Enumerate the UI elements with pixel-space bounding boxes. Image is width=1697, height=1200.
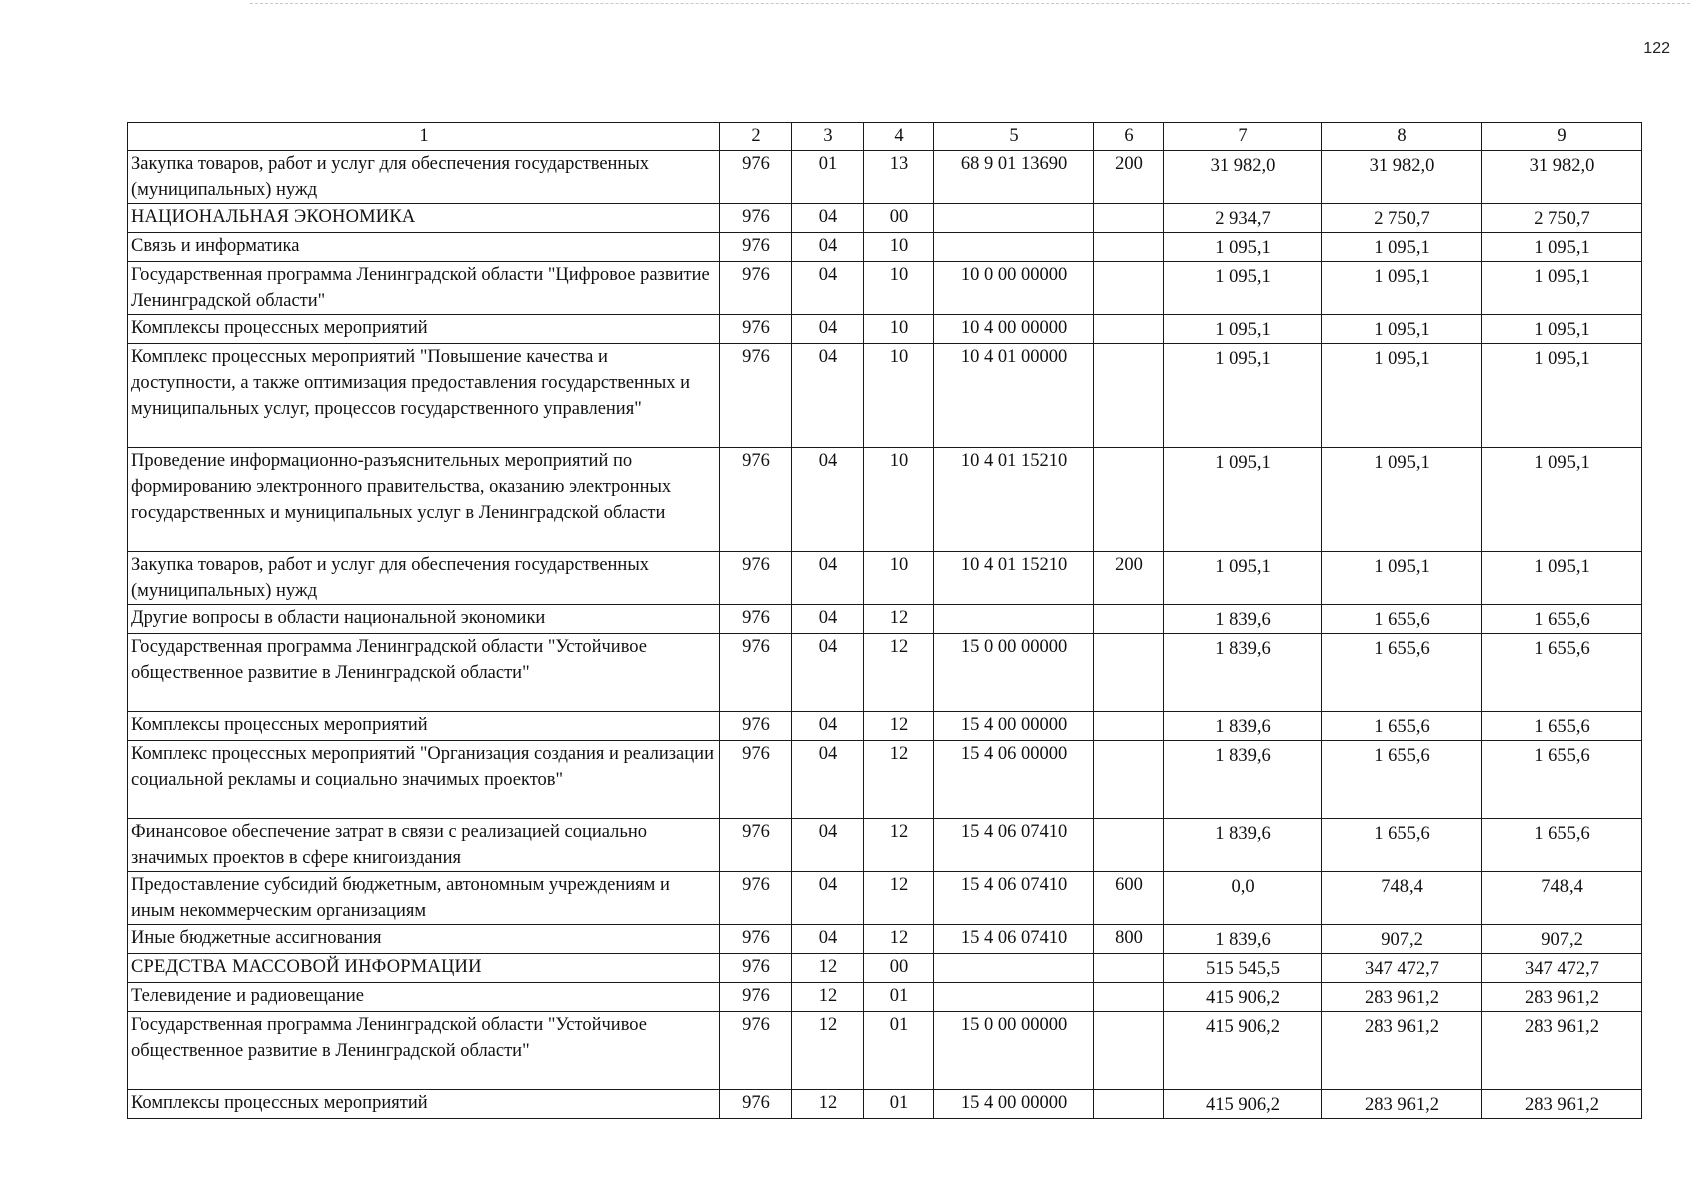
table-row [128, 925, 1642, 954]
cell-col8: 1 655,6 [1322, 741, 1482, 819]
cell-col5 [934, 204, 1094, 233]
cell-col9: 1 095,1 [1482, 233, 1642, 262]
cell-col9: 1 095,1 [1482, 448, 1642, 552]
column-header: 7 [1164, 123, 1322, 151]
row-name: Предоставление субсидий бюджетным, автономным учреждениям и иным некоммерческим организациям [128, 872, 720, 925]
row-name: Государственная программа Ленинградской области "Устойчивое общественное развитие в Ленинградской области" [128, 1012, 720, 1090]
cell-col4: 10 [864, 233, 934, 262]
cell-col6 [1094, 983, 1164, 1012]
cell-col5: 10 4 01 15210 [934, 448, 1094, 552]
cell-col4: 12 [864, 741, 934, 819]
cell-col7: 1 839,6 [1164, 605, 1322, 634]
cell-col5 [934, 605, 1094, 634]
cell-col7: 1 095,1 [1164, 552, 1322, 605]
cell-col8: 1 095,1 [1322, 315, 1482, 344]
cell-col7: 415 906,2 [1164, 1012, 1322, 1090]
cell-col6: 800 [1094, 925, 1164, 954]
row-name: Комплексы процессных мероприятий [128, 712, 720, 741]
cell-col8: 1 095,1 [1322, 233, 1482, 262]
cell-col6: 600 [1094, 872, 1164, 925]
cell-col5: 15 4 06 00000 [934, 741, 1094, 819]
column-header: 9 [1482, 123, 1642, 151]
cell-col4: 01 [864, 983, 934, 1012]
table-row [128, 344, 1642, 448]
row-name: Связь и информатика [128, 233, 720, 262]
cell-col8: 1 095,1 [1322, 552, 1482, 605]
row-name: Финансовое обеспечение затрат в связи с реализацией социально значимых проектов в сфере книгоиздания [128, 819, 720, 872]
cell-col2: 976 [720, 552, 792, 605]
cell-col7: 31 982,0 [1164, 151, 1322, 204]
cell-col3: 04 [792, 448, 864, 552]
table-row [128, 151, 1642, 204]
cell-col6 [1094, 448, 1164, 552]
cell-col3: 04 [792, 315, 864, 344]
cell-col9: 1 655,6 [1482, 712, 1642, 741]
cell-col4: 12 [864, 872, 934, 925]
cell-col6 [1094, 605, 1164, 634]
cell-col8: 1 095,1 [1322, 344, 1482, 448]
cell-col8: 2 750,7 [1322, 204, 1482, 233]
cell-col5 [934, 233, 1094, 262]
cell-col7: 0,0 [1164, 872, 1322, 925]
cell-col7: 1 095,1 [1164, 315, 1322, 344]
cell-col9: 283 961,2 [1482, 1012, 1642, 1090]
cell-col2: 976 [720, 872, 792, 925]
cell-col5: 15 4 06 07410 [934, 819, 1094, 872]
column-header: 4 [864, 123, 934, 151]
cell-col6 [1094, 741, 1164, 819]
row-name: Комплексы процессных мероприятий [128, 1090, 720, 1119]
row-name: Закупка товаров, работ и услуг для обеспечения государственных (муниципальных) нужд [128, 552, 720, 605]
cell-col3: 12 [792, 1090, 864, 1119]
cell-col7: 2 934,7 [1164, 204, 1322, 233]
row-name: Иные бюджетные ассигнования [128, 925, 720, 954]
row-name: Другие вопросы в области национальной экономики [128, 605, 720, 634]
table-row [128, 204, 1642, 233]
cell-col2: 976 [720, 634, 792, 712]
cell-col3: 04 [792, 872, 864, 925]
cell-col3: 04 [792, 741, 864, 819]
cell-col6 [1094, 233, 1164, 262]
table-row [128, 233, 1642, 262]
cell-col2: 976 [720, 1012, 792, 1090]
table-row [128, 448, 1642, 552]
cell-col5: 15 4 00 00000 [934, 712, 1094, 741]
cell-col2: 976 [720, 233, 792, 262]
cell-col4: 12 [864, 634, 934, 712]
cell-col4: 10 [864, 262, 934, 315]
cell-col8: 1 095,1 [1322, 448, 1482, 552]
cell-col4: 01 [864, 1012, 934, 1090]
cell-col2: 976 [720, 151, 792, 204]
cell-col8: 347 472,7 [1322, 954, 1482, 983]
cell-col9: 1 655,6 [1482, 634, 1642, 712]
cell-col5: 68 9 01 13690 [934, 151, 1094, 204]
cell-col3: 04 [792, 204, 864, 233]
row-name: Государственная программа Ленинградской области "Устойчивое общественное развитие в Ленинградской области" [128, 634, 720, 712]
cell-col5: 15 4 06 07410 [934, 872, 1094, 925]
cell-col8: 907,2 [1322, 925, 1482, 954]
cell-col3: 04 [792, 262, 864, 315]
cell-col7: 415 906,2 [1164, 1090, 1322, 1119]
cell-col7: 1 839,6 [1164, 819, 1322, 872]
row-name: Телевидение и радиовещание [128, 983, 720, 1012]
table-row [128, 741, 1642, 819]
cell-col7: 1 839,6 [1164, 712, 1322, 741]
cell-col5: 10 4 01 00000 [934, 344, 1094, 448]
cell-col3: 04 [792, 819, 864, 872]
cell-col2: 976 [720, 262, 792, 315]
cell-col2: 976 [720, 315, 792, 344]
cell-col2: 976 [720, 1090, 792, 1119]
cell-col6 [1094, 204, 1164, 233]
cell-col2: 976 [720, 448, 792, 552]
cell-col9: 2 750,7 [1482, 204, 1642, 233]
cell-col3: 12 [792, 954, 864, 983]
cell-col7: 1 095,1 [1164, 262, 1322, 315]
cell-col9: 1 655,6 [1482, 741, 1642, 819]
cell-col8: 283 961,2 [1322, 1012, 1482, 1090]
cell-col2: 976 [720, 819, 792, 872]
cell-col5: 15 0 00 00000 [934, 634, 1094, 712]
cell-col3: 04 [792, 233, 864, 262]
cell-col5 [934, 954, 1094, 983]
cell-col2: 976 [720, 954, 792, 983]
cell-col4: 12 [864, 712, 934, 741]
cell-col8: 1 655,6 [1322, 605, 1482, 634]
row-name: Проведение информационно-разъяснительных мероприятий по формированию электронного правительства, оказанию электронных государственных и муниципальных услуг в Ленинградской области [128, 448, 720, 552]
cell-col7: 1 839,6 [1164, 634, 1322, 712]
cell-col9: 1 095,1 [1482, 315, 1642, 344]
cell-col7: 415 906,2 [1164, 983, 1322, 1012]
cell-col2: 976 [720, 204, 792, 233]
cell-col3: 04 [792, 552, 864, 605]
cell-col3: 04 [792, 634, 864, 712]
cell-col4: 10 [864, 344, 934, 448]
cell-col6 [1094, 262, 1164, 315]
cell-col8: 1 655,6 [1322, 634, 1482, 712]
page-number: 122 [1643, 40, 1670, 57]
cell-col3: 01 [792, 151, 864, 204]
cell-col6: 200 [1094, 151, 1164, 204]
table-row [128, 262, 1642, 315]
cell-col5: 10 4 01 15210 [934, 552, 1094, 605]
cell-col9: 748,4 [1482, 872, 1642, 925]
cell-col6 [1094, 634, 1164, 712]
cell-col6 [1094, 1090, 1164, 1119]
cell-col3: 12 [792, 983, 864, 1012]
cell-col9: 31 982,0 [1482, 151, 1642, 204]
cell-col8: 748,4 [1322, 872, 1482, 925]
cell-col5: 10 0 00 00000 [934, 262, 1094, 315]
table-row [128, 1090, 1642, 1119]
row-name: Комплекс процессных мероприятий "Повышение качества и доступности, а также оптимизация предоставления государственных и муниципальных услуг, процессов государственного управления" [128, 344, 720, 448]
cell-col3: 12 [792, 1012, 864, 1090]
cell-col4: 12 [864, 605, 934, 634]
cell-col9: 283 961,2 [1482, 1090, 1642, 1119]
cell-col5 [934, 983, 1094, 1012]
cell-col8: 1 655,6 [1322, 712, 1482, 741]
row-name: НАЦИОНАЛЬНАЯ ЭКОНОМИКА [128, 204, 720, 233]
cell-col2: 976 [720, 712, 792, 741]
cell-col4: 13 [864, 151, 934, 204]
cell-col6 [1094, 1012, 1164, 1090]
cell-col7: 515 545,5 [1164, 954, 1322, 983]
cell-col4: 00 [864, 204, 934, 233]
cell-col3: 04 [792, 925, 864, 954]
cell-col7: 1 095,1 [1164, 448, 1322, 552]
cell-col8: 283 961,2 [1322, 983, 1482, 1012]
cell-col5: 15 4 00 00000 [934, 1090, 1094, 1119]
cell-col4: 12 [864, 819, 934, 872]
budget-table [127, 122, 1642, 1119]
cell-col2: 976 [720, 741, 792, 819]
cell-col9: 1 095,1 [1482, 552, 1642, 605]
row-name: Комплексы процессных мероприятий [128, 315, 720, 344]
cell-col5: 15 4 06 07410 [934, 925, 1094, 954]
table-row [128, 552, 1642, 605]
cell-col7: 1 839,6 [1164, 925, 1322, 954]
row-name: Государственная программа Ленинградской области "Цифровое развитие Ленинградской области" [128, 262, 720, 315]
row-name: Закупка товаров, работ и услуг для обеспечения государственных (муниципальных) нужд [128, 151, 720, 204]
column-header: 6 [1094, 123, 1164, 151]
cell-col4: 10 [864, 552, 934, 605]
table-row [128, 983, 1642, 1012]
cell-col4: 10 [864, 448, 934, 552]
table-row [128, 1012, 1642, 1090]
cell-col9: 1 655,6 [1482, 819, 1642, 872]
cell-col3: 04 [792, 712, 864, 741]
column-header: 2 [720, 123, 792, 151]
cell-col2: 976 [720, 925, 792, 954]
cell-col5: 10 4 00 00000 [934, 315, 1094, 344]
column-header: 3 [792, 123, 864, 151]
cell-col8: 1 095,1 [1322, 262, 1482, 315]
table-row [128, 872, 1642, 925]
cell-col9: 1 095,1 [1482, 262, 1642, 315]
row-name: Комплекс процессных мероприятий "Организация создания и реализации социальной рекламы и социально значимых проектов" [128, 741, 720, 819]
cell-col3: 04 [792, 605, 864, 634]
table-row [128, 712, 1642, 741]
cell-col7: 1 095,1 [1164, 233, 1322, 262]
table-row [128, 819, 1642, 872]
cell-col9: 283 961,2 [1482, 983, 1642, 1012]
cell-col4: 10 [864, 315, 934, 344]
cell-col8: 1 655,6 [1322, 819, 1482, 872]
cell-col2: 976 [720, 983, 792, 1012]
table-row [128, 315, 1642, 344]
table-row [128, 954, 1642, 983]
cell-col7: 1 839,6 [1164, 741, 1322, 819]
cell-col5: 15 0 00 00000 [934, 1012, 1094, 1090]
column-header: 1 [128, 123, 720, 151]
cell-col3: 04 [792, 344, 864, 448]
table-header-row [128, 123, 1642, 151]
column-header: 5 [934, 123, 1094, 151]
table-row [128, 634, 1642, 712]
scan-edge-rule [250, 3, 1690, 4]
cell-col6 [1094, 344, 1164, 448]
cell-col2: 976 [720, 344, 792, 448]
cell-col8: 31 982,0 [1322, 151, 1482, 204]
cell-col4: 00 [864, 954, 934, 983]
cell-col2: 976 [720, 605, 792, 634]
cell-col6 [1094, 954, 1164, 983]
cell-col4: 01 [864, 1090, 934, 1119]
cell-col9: 1 655,6 [1482, 605, 1642, 634]
cell-col7: 1 095,1 [1164, 344, 1322, 448]
cell-col6 [1094, 819, 1164, 872]
column-header: 8 [1322, 123, 1482, 151]
cell-col6 [1094, 315, 1164, 344]
cell-col9: 1 095,1 [1482, 344, 1642, 448]
cell-col9: 907,2 [1482, 925, 1642, 954]
row-name: СРЕДСТВА МАССОВОЙ ИНФОРМАЦИИ [128, 954, 720, 983]
cell-col9: 347 472,7 [1482, 954, 1642, 983]
cell-col6 [1094, 712, 1164, 741]
table-row [128, 605, 1642, 634]
cell-col6: 200 [1094, 552, 1164, 605]
cell-col8: 283 961,2 [1322, 1090, 1482, 1119]
cell-col4: 12 [864, 925, 934, 954]
